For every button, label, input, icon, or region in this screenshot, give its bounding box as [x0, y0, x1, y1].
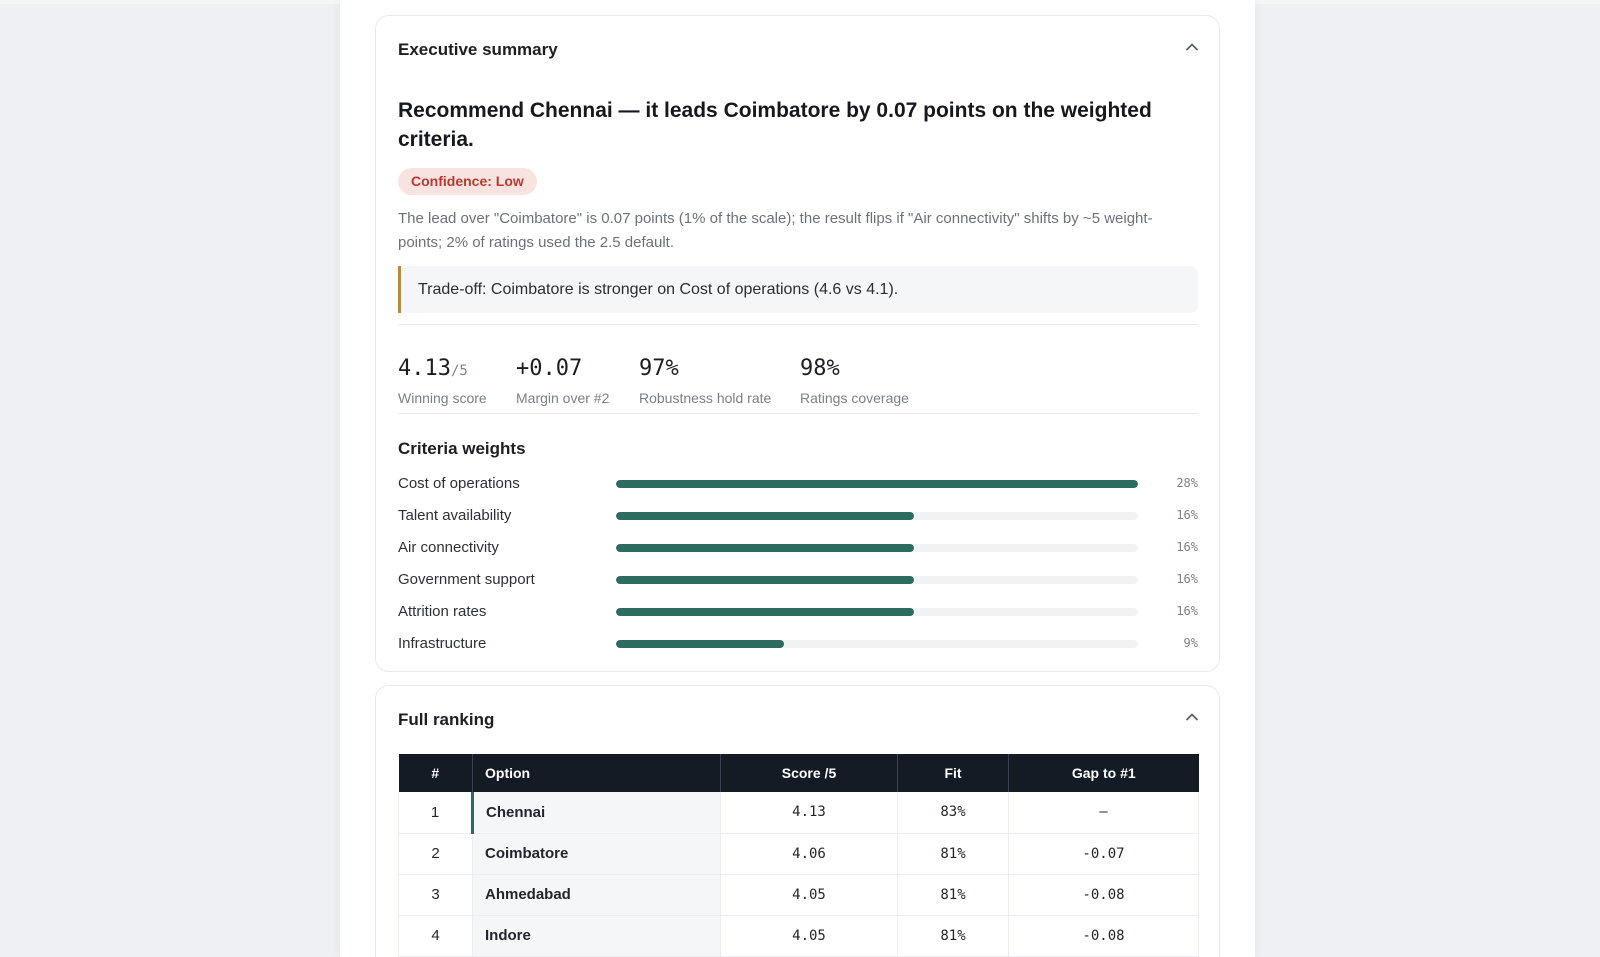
table-row	[399, 915, 1199, 956]
weight-row-infrastructure	[398, 635, 1198, 667]
weight-row-attrition	[398, 603, 1198, 635]
weight-percent: 16%	[1176, 508, 1198, 522]
gap-cell: -0.07	[1009, 833, 1199, 874]
stat-unit: /5	[450, 363, 468, 379]
weight-label: Talent availability	[398, 507, 512, 524]
rank-cell: 3	[399, 874, 473, 915]
rank-cell: 2	[399, 833, 473, 874]
weight-row-air	[398, 539, 1198, 571]
table-header-row	[399, 754, 1199, 792]
stat-value: 98%	[800, 356, 840, 381]
column-header-score: Score /5	[721, 754, 898, 792]
weight-bar-track	[616, 608, 1138, 616]
fit-cell: 81%	[898, 915, 1009, 956]
weight-label: Attrition rates	[398, 603, 487, 620]
weight-row-government	[398, 571, 1198, 603]
report-page	[340, 0, 1255, 957]
executive-summary-card	[375, 15, 1220, 672]
score-cell: 4.06	[721, 833, 898, 874]
divider	[398, 324, 1198, 325]
stat-margin	[516, 354, 609, 406]
column-header-gap: Gap to #1	[1009, 754, 1199, 792]
stat-value: 97%	[639, 356, 679, 381]
stat-label: Robustness hold rate	[639, 390, 772, 406]
stat-coverage	[800, 354, 909, 406]
weight-row-cost	[398, 475, 1198, 507]
column-header-rank: #	[399, 754, 473, 792]
stat-winning-score	[398, 354, 487, 406]
weight-bar-fill	[616, 544, 914, 552]
executive-summary-title: Executive summary	[398, 40, 558, 59]
table-row	[399, 792, 1199, 833]
criteria-weights-title: Criteria weights	[398, 439, 526, 458]
confidence-badge: Confidence: Low	[398, 168, 537, 195]
rank-cell: 4	[399, 915, 473, 956]
confidence-explanation: The lead over "Coimbatore" is 0.07 points (1% of the scale); the result flips if "Air connectivity" shifts by ~5 weight-points; 2% of ratings used the 2.5 default.	[398, 210, 1153, 251]
weight-bar-fill	[616, 512, 914, 520]
weight-percent: 9%	[1183, 636, 1198, 650]
weight-bar-fill	[616, 608, 914, 616]
gap-cell: -0.08	[1009, 915, 1199, 956]
weight-bar-track	[616, 512, 1138, 520]
weight-label: Air connectivity	[398, 539, 499, 556]
column-header-fit: Fit	[898, 754, 1009, 792]
stat-label: Margin over #2	[516, 390, 610, 406]
stat-value: 4.13	[398, 356, 451, 381]
option-cell: Ahmedabad	[473, 874, 721, 915]
full-ranking-card	[375, 685, 1220, 957]
table-row	[399, 833, 1199, 874]
weight-bar-track	[616, 544, 1138, 552]
collapse-summary-button[interactable]	[1183, 38, 1201, 56]
divider	[398, 413, 1198, 414]
option-cell: Chennai	[473, 792, 721, 833]
fit-cell: 83%	[898, 792, 1009, 833]
table-row	[399, 874, 1199, 915]
stat-robustness	[639, 354, 771, 406]
collapse-ranking-button[interactable]	[1183, 708, 1201, 726]
weight-percent: 16%	[1176, 572, 1198, 586]
criteria-weights-list	[398, 475, 1198, 667]
weight-bar-fill	[616, 480, 1138, 488]
weight-bar-track	[616, 640, 1138, 648]
stat-label: Winning score	[398, 390, 487, 406]
fit-cell: 81%	[898, 833, 1009, 874]
score-cell: 4.05	[721, 874, 898, 915]
stat-label: Ratings coverage	[800, 390, 909, 406]
weight-bar-fill	[616, 640, 784, 648]
score-cell: 4.13	[721, 792, 898, 833]
gap-cell: –	[1009, 792, 1199, 833]
weight-label: Government support	[398, 571, 535, 588]
column-header-option: Option	[473, 754, 721, 792]
fit-cell: 81%	[898, 874, 1009, 915]
rank-cell: 1	[399, 792, 473, 833]
chevron-up-icon	[1183, 38, 1201, 56]
weight-bar-fill	[616, 576, 914, 584]
weight-row-talent	[398, 507, 1198, 539]
gap-cell: -0.08	[1009, 874, 1199, 915]
weight-bar-track	[616, 576, 1138, 584]
chevron-up-icon	[1183, 708, 1201, 726]
option-cell: Indore	[473, 915, 721, 956]
full-ranking-title: Full ranking	[398, 710, 495, 729]
tradeoff-callout: Trade-off: Coimbatore is stronger on Cost of operations (4.6 vs 4.1).	[398, 266, 1198, 313]
weight-percent: 16%	[1176, 540, 1198, 554]
score-cell: 4.05	[721, 915, 898, 956]
recommendation-headline: Recommend Chennai — it leads Coimbatore by 0.07 points on the weighted criteria.	[398, 99, 1152, 151]
weight-percent: 16%	[1176, 604, 1198, 618]
weight-percent: 28%	[1176, 476, 1198, 490]
ranking-table	[398, 754, 1199, 957]
weight-label: Infrastructure	[398, 635, 487, 652]
stat-value: +0.07	[516, 356, 583, 381]
weight-bar-track	[616, 480, 1138, 488]
weight-label: Cost of operations	[398, 475, 520, 492]
option-cell: Coimbatore	[473, 833, 721, 874]
